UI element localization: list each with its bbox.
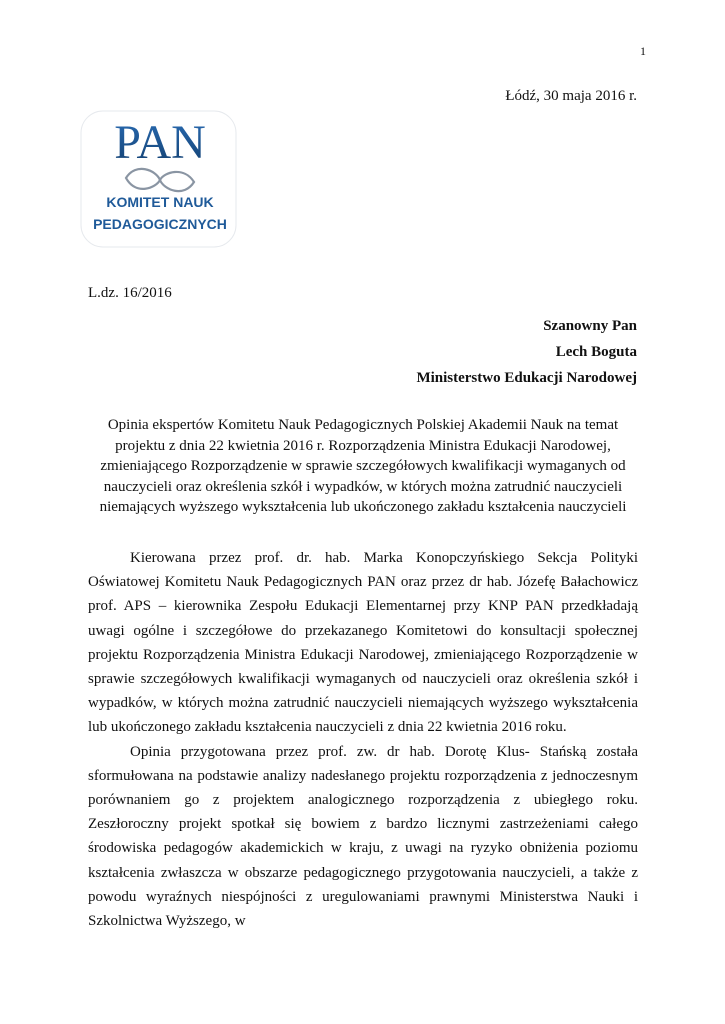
recipient-salutation: Szanowny Pan [543,318,637,334]
paragraph-1: Kierowana przez prof. dr. hab. Marka Konopczyńskiego Sekcja Polityki Oświatowej Komitetu Nauk Pedagogicznych PAN oraz przez dr hab. Józefę Bałachowicz prof. APS – kierownika Zespołu Edukacji Elementarnej przy KNP PAN przedkładają uwagi ogólne i szczegółowe do przekazanego Komitetowi do konsultacji społecznej projektu Rozporządzenia Ministra Edukacji Narodowej, zmieniającego Rozporządzenie w sprawie szczegółowych kwalifikacji wymaganych od nauczycieli oraz określenia szkół i wypadków, w których można zatrudnić nauczycieli niemających wyższego wykształcenia lub ukończonego zakładu kształcenia nauczycieli z dnia 22 kwietnia 2016 roku. [88,550,638,736]
pan-logo-graphic [80,110,240,250]
letter-body [88,546,638,933]
page-number: 1 [640,44,646,58]
logo-pan-text: PAN [114,116,206,169]
reference-number: L.dz. 16/2016 [88,285,172,301]
recipient-name: Lech Boguta [555,344,637,360]
logo-line2: PEDAGOGICZNYCH [93,216,227,232]
date-line: Łódź, 30 maja 2016 r. [505,88,637,104]
recipient-institution: Ministerstwo Edukacji Narodowej [416,370,637,386]
paragraph-2: Opinia przygotowana przez prof. zw. dr hab. Dorotę Klus- Stańską została sformułowana na podstawie analizy nadesłanego projektu rozporządzenia z jednoczesnym porównaniem go z projektem analogicznego rozporządzenia z ubiegłego roku. Zeszłoroczny projekt spotkał się bowiem z bardzo licznymi zastrzeżeniami całego środowiska pedagogów akademickich w kraju, z uwagi na ryzyko obniżenia poziomu kształcenia zwłaszcza w obszarze pedagogicznego przygotowania nauczycieli, a także z powodu wyraźnych niespójności z uregulowaniami prawnymi Ministerstwa Nauki i Szkolnictwa Wyższego, w [88,743,638,930]
logo-line1: KOMITET NAUK [106,194,214,210]
letter-subject: Opinia ekspertów Komitetu Nauk Pedagogicznych Polskiej Akademii Nauk na temat projektu z dnia 22 kwietnia 2016 r. Rozporządzenia Ministra Edukacji Narodowej, zmieniającego Rozporządzenie w sprawie szczegółowych kwalifikacji wymaganych od nauczycieli oraz określenia szkół i wypadków, w których można zatrudnić nauczycieli niemających wyższego wykształcenia lub ukończonego zakładu kształcenia nauczycieli [99,417,627,515]
pan-committee-logo [80,110,240,250]
